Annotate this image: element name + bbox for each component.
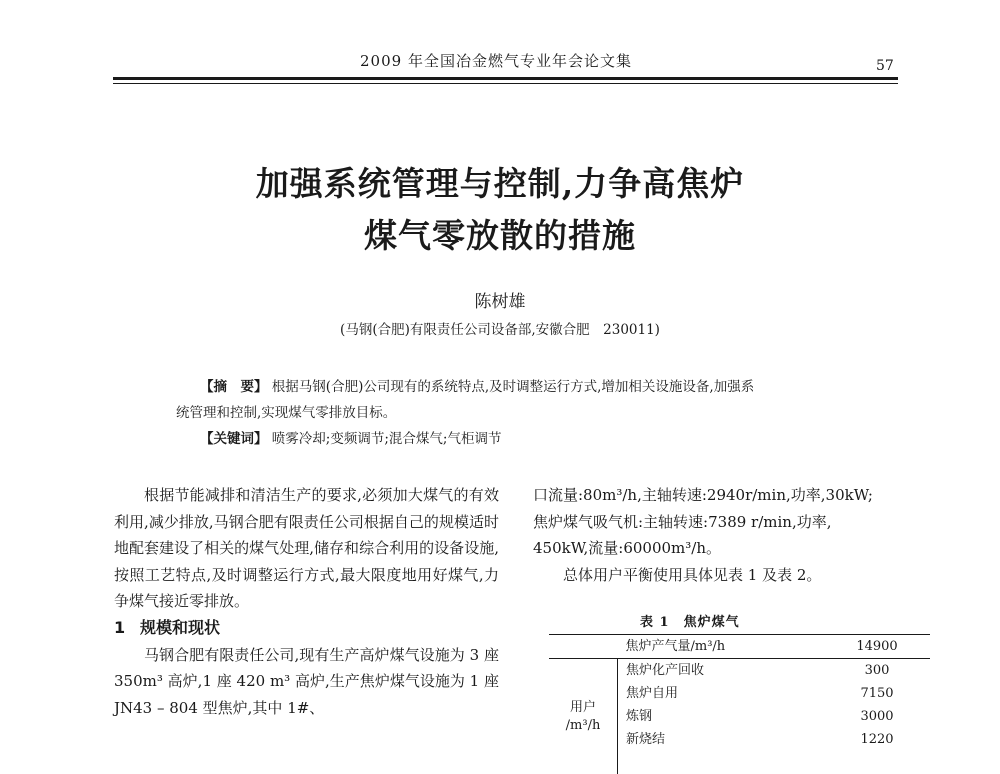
abstract-text-1: 根据马钢(合肥)公司现有的系统特点,及时调整运行方式,增加相关设施设备,加强系: [272, 379, 754, 395]
abstract-line-1: [176, 374, 836, 400]
paper-title-line-2: 煤气零放散的措施: [150, 210, 850, 257]
table-cell-name: 焦炉自用: [618, 682, 825, 705]
group-label-line-1: 用户: [557, 699, 609, 717]
keywords-line: [176, 426, 836, 452]
abstract-text-2: 统管理和控制,实现煤气零排放目标。: [176, 400, 836, 426]
right-text-line-2: 焦炉煤气吸气机:主轴转速:7389 r/min,功率,: [533, 509, 909, 536]
table-cell-name: 焦炉化产回收: [618, 659, 825, 683]
table-cell-value: 300: [824, 659, 930, 683]
table-cell-name: 新烧结: [618, 728, 825, 751]
table-cell-value: 7150: [824, 682, 930, 705]
table-cell-name: 炼钢: [618, 705, 825, 728]
table-header-label: 焦炉产气量/m³/h: [618, 635, 825, 659]
table-header-spacer: [549, 635, 618, 659]
body-paragraph-2: 马钢合肥有限责任公司,现有生产高炉煤气设施为 3 座 350m³ 高炉,1 座 420 m³ 高炉,生产焦炉煤气设施为 1 座 JN43 – 804 型焦炉,其中 1#、: [114, 642, 499, 722]
right-paragraph-2: 总体用户平衡使用具体见表 1 及表 2。: [533, 562, 909, 589]
keywords-text: 喷雾冷却;变频调节;混合煤气;气柜调节: [272, 431, 502, 447]
paper-title-line-1: 加强系统管理与控制,力争高焦炉: [150, 158, 850, 205]
body-left-column: [114, 482, 499, 721]
author-name: 陈树雄: [150, 287, 850, 312]
table-cell-value-cut: [824, 751, 930, 774]
keywords-label: 【关键词】: [200, 431, 268, 447]
group-label-line-2: /m³/h: [557, 717, 609, 735]
running-header-title: 2009 年全国冶金燃气专业年会论文集: [360, 50, 632, 71]
section-title: 规模和现状: [140, 618, 220, 637]
abstract-block: [176, 374, 836, 452]
table-group-label: [549, 659, 618, 774]
table-row: [549, 659, 930, 683]
abstract-label: 【摘 要】: [200, 379, 268, 395]
right-text-line-1: 口流量:80m³/h,主轴转速:2940r/min,功率,30kW;: [533, 482, 909, 509]
section-heading-1: [114, 615, 499, 642]
coke-oven-gas-table: [549, 634, 930, 774]
table-cell-name-cut: [618, 751, 825, 774]
author-affiliation: (马钢(合肥)有限责任公司设备部,安徽合肥 230011): [150, 318, 850, 338]
section-number: 1: [114, 615, 140, 642]
table-header-row: [549, 635, 930, 659]
table-cell-value: 3000: [824, 705, 930, 728]
table-header-value: 14900: [824, 635, 930, 659]
body-paragraph-1: 根据节能减排和清洁生产的要求,必须加大煤气的有效利用,减少排放,马钢合肥有限责任公司根据自己的规模适时地配套建设了相关的煤气处理,储存和综合利用的设备设施,按照工艺特点,及时调整运行方式,最大限度地用好煤气,力争煤气接近零排放。: [114, 482, 499, 615]
right-text-line-3: 450kW,流量:60000m³/h。: [533, 535, 909, 562]
page-number: 57: [876, 58, 894, 74]
body-right-column: [533, 482, 909, 588]
table-cell-value: 1220: [824, 728, 930, 751]
header-rule-thick: [113, 77, 898, 80]
table-caption: 表 1 焦炉煤气: [640, 611, 740, 630]
header-rule-thin: [113, 83, 898, 84]
